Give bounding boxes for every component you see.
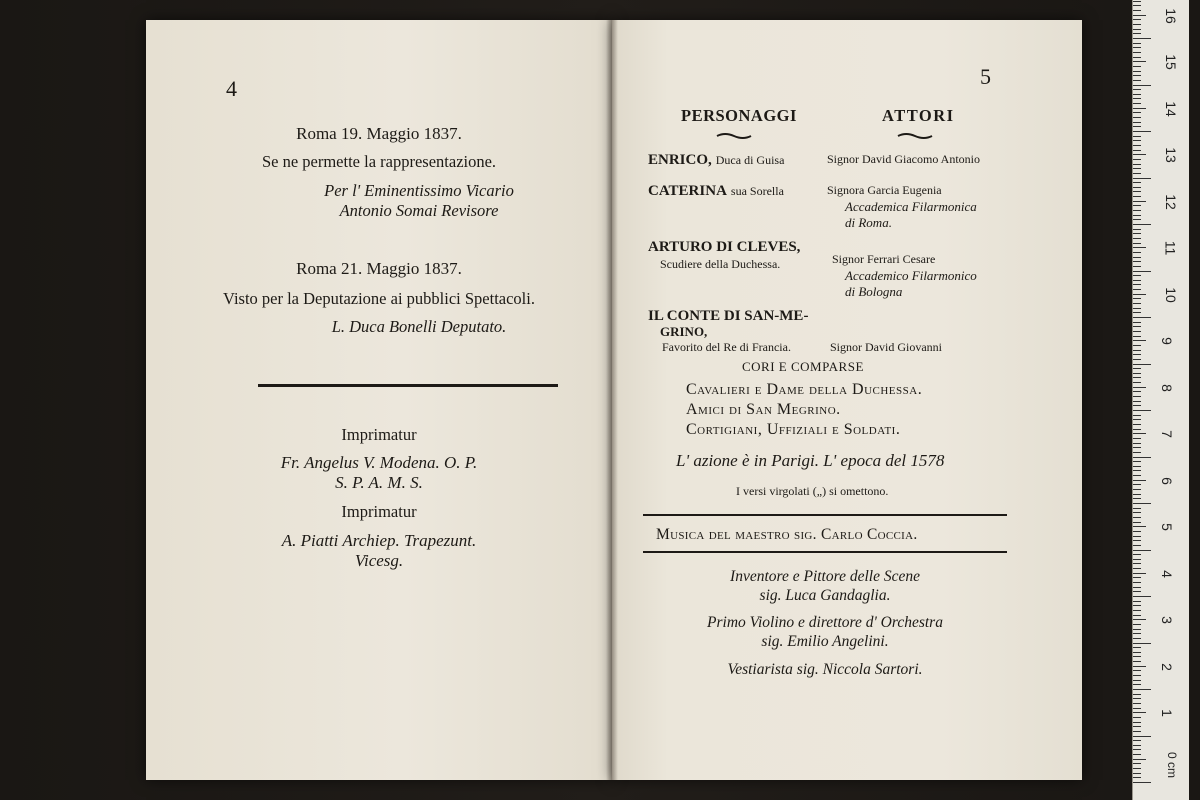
ruler-tick (1133, 610, 1141, 611)
ruler-tick (1133, 726, 1141, 727)
ruler-tick (1133, 405, 1141, 406)
ruler-tick (1133, 443, 1141, 444)
ruler-tick (1133, 224, 1151, 225)
ruler-tick (1133, 284, 1141, 285)
ruler-tick (1133, 777, 1141, 778)
ruler-unit-label: 0 cm (1165, 751, 1180, 779)
ruler-tick (1133, 666, 1146, 667)
ruler-tick (1133, 382, 1141, 383)
ruler-tick (1133, 280, 1141, 281)
ruler-tick (1133, 368, 1141, 369)
ruler-tick (1133, 182, 1141, 183)
imprimatur-1-heading: Imprimatur (341, 425, 417, 444)
ruler-tick (1133, 377, 1141, 378)
ruler-tick (1133, 712, 1146, 713)
character-name: ENRICO, (648, 152, 712, 168)
actor-affiliation-city: di Roma. (845, 215, 892, 230)
ruler-tick (1133, 703, 1141, 704)
ruler-tick (1133, 573, 1146, 574)
ruler-tick (1133, 336, 1141, 337)
credit-orchestra-name: sig. Emilio Angelini. (761, 633, 889, 650)
ruler-tick (1133, 531, 1141, 532)
imprimatur-2-heading: Imprimatur (341, 502, 417, 521)
ruler-tick (1133, 512, 1141, 513)
ruler-tick (1133, 461, 1141, 462)
measurement-ruler (1132, 0, 1189, 800)
page-number-right: 5 (980, 64, 991, 89)
ruler-tick (1133, 484, 1141, 485)
ruler-tick (1133, 89, 1141, 90)
ruler-number: 14 (1162, 101, 1179, 117)
ruler-number: 7 (1158, 430, 1175, 438)
approval-2-signer: L. Duca Bonelli Deputato. (331, 317, 507, 336)
ruler-tick (1133, 736, 1151, 737)
ruler-tick (1133, 154, 1146, 155)
chorus-line-2: Amici di San Megrino. (686, 401, 841, 418)
actor-name: Signor David Giacomo Antonio (827, 152, 980, 166)
ruler-tick (1133, 103, 1141, 104)
approval-1-signer-2: Antonio Somai Revisore (339, 201, 499, 220)
ruler-tick (1133, 233, 1141, 234)
ruler-tick (1133, 210, 1141, 211)
ruler-tick (1133, 164, 1141, 165)
ruler-tick (1133, 689, 1151, 690)
ruler-tick (1133, 5, 1141, 6)
header-personaggi: PERSONAGGI (681, 106, 797, 125)
character-role: Favorito del Re di Francia. (662, 340, 791, 354)
ruler-tick (1133, 438, 1141, 439)
ruler-tick (1133, 289, 1141, 290)
ruler-tick (1133, 624, 1141, 625)
ruler-tick (1133, 601, 1141, 602)
ruler-tick (1133, 680, 1141, 681)
ruler-tick (1133, 191, 1141, 192)
ruler-tick (1133, 661, 1141, 662)
ruler-tick (1133, 126, 1141, 127)
imprimatur-1-line1: Fr. Angelus V. Modena. O. P. (280, 453, 478, 472)
ruler-tick (1133, 71, 1141, 72)
verse-note: I versi virgolati („) si omettono. (736, 484, 889, 498)
credit-scenery-title: Inventore e Pittore delle Scene (730, 568, 920, 585)
imprimatur-2-line1: A. Piatti Archiep. Trapezunt. (281, 531, 477, 550)
ruler-tick (1133, 261, 1141, 262)
ruler-tick (1133, 219, 1141, 220)
approval-1-permission: Se ne permette la rappresentazione. (261, 152, 497, 171)
ruler-tick (1133, 66, 1141, 67)
ruler-tick (1133, 117, 1141, 118)
ruler-tick (1133, 480, 1146, 481)
ruler-tick (1133, 298, 1141, 299)
ruler-tick (1133, 10, 1141, 11)
divider-rule (258, 384, 558, 387)
ruler-tick (1133, 136, 1141, 137)
ruler-tick (1133, 257, 1141, 258)
ruler-number: 11 (1162, 240, 1179, 256)
book-gutter (606, 20, 618, 780)
ruler-tick (1133, 196, 1141, 197)
ruler-tick (1133, 15, 1146, 16)
ruler-tick (1133, 401, 1141, 402)
ruler-tick (1133, 694, 1141, 695)
ruler-tick (1133, 75, 1141, 76)
cast-entry-enrico (648, 151, 784, 169)
ruler-tick (1133, 494, 1141, 495)
imprimatur-1-line2: S. P. A. M. S. (335, 473, 423, 492)
ruler-tick (1133, 587, 1141, 588)
ruler-tick (1133, 466, 1141, 467)
ruler-tick (1133, 173, 1141, 174)
actor-affiliation: Accademico Filarmonico (845, 268, 977, 283)
right-page (612, 20, 1082, 780)
ruler-tick (1133, 591, 1141, 592)
ruler-tick (1133, 1, 1141, 2)
credit-orchestra-title: Primo Violino e direttore d' Orchestra (707, 614, 943, 631)
ruler-tick (1133, 252, 1141, 253)
ruler-tick (1133, 359, 1141, 360)
ruler-tick (1133, 554, 1141, 555)
ruler-tick (1133, 540, 1141, 541)
actor-affiliation-city: di Bologna (845, 284, 903, 299)
ruler-tick (1133, 563, 1141, 564)
ruler-tick (1133, 452, 1141, 453)
chorus-line-1: Cavalieri e Dame della Duchessa. (686, 381, 923, 398)
ruler-tick (1133, 52, 1141, 53)
ruler-tick (1133, 205, 1141, 206)
ruler-tick (1133, 247, 1146, 248)
ornament-swash-left (716, 132, 752, 140)
ruler-number: 3 (1158, 616, 1175, 624)
chorus-heading: CORI E COMPARSE (742, 359, 864, 374)
ruler-tick (1133, 749, 1141, 750)
ruler-tick (1133, 433, 1146, 434)
ruler-tick (1133, 508, 1141, 509)
ruler-tick (1133, 498, 1141, 499)
ruler-tick (1133, 98, 1141, 99)
ruler-tick (1133, 740, 1141, 741)
ruler-tick (1133, 387, 1146, 388)
ruler-tick (1133, 312, 1141, 313)
ruler-tick (1133, 717, 1141, 718)
ruler-number: 1 (1158, 709, 1175, 717)
ruler-tick (1133, 340, 1146, 341)
ruler-tick (1133, 526, 1146, 527)
ruler-tick (1133, 629, 1141, 630)
ornament-swash-right (897, 132, 933, 140)
page-number-left: 4 (226, 76, 237, 101)
ruler-tick (1133, 187, 1141, 188)
character-name: CATERINA (648, 183, 727, 199)
ruler-tick (1133, 447, 1141, 448)
ruler-number: 4 (1158, 570, 1175, 578)
ruler-tick (1133, 308, 1141, 309)
ruler-tick (1133, 633, 1141, 634)
ruler-tick (1133, 122, 1141, 123)
ruler-tick (1133, 229, 1141, 230)
ruler-tick (1133, 559, 1141, 560)
ruler-tick (1133, 596, 1151, 597)
ruler-tick (1133, 354, 1141, 355)
actor-affiliation: Accademica Filarmonica (845, 199, 977, 214)
ruler-tick (1133, 322, 1141, 323)
ruler-tick (1133, 43, 1141, 44)
ruler-tick (1133, 364, 1151, 365)
ruler-tick (1133, 419, 1141, 420)
chorus-line-3: Cortigiani, Uffiziali e Soldati. (686, 421, 901, 438)
ruler-tick (1133, 429, 1141, 430)
ruler-tick (1133, 619, 1146, 620)
ruler-tick (1133, 201, 1146, 202)
ruler-tick (1133, 331, 1141, 332)
ruler-tick (1133, 350, 1141, 351)
ruler-tick (1133, 670, 1141, 671)
ruler-tick (1133, 168, 1141, 169)
ruler-tick (1133, 605, 1141, 606)
ruler-tick (1133, 731, 1141, 732)
ruler-number: 5 (1158, 523, 1175, 531)
credit-scenery-name: sig. Luca Gandaglia. (759, 587, 891, 604)
ruler-tick (1133, 652, 1141, 653)
actor-name: Signora Garcia Eugenia (827, 183, 942, 197)
character-role: Duca di Guisa (715, 153, 785, 167)
ruler-tick (1133, 782, 1151, 783)
ruler-tick (1133, 615, 1141, 616)
ruler-tick (1133, 271, 1151, 272)
ruler-tick (1133, 768, 1141, 769)
approval-1-date: Roma 19. Maggio 1837. (296, 124, 462, 143)
ruler-tick (1133, 522, 1141, 523)
ruler-tick (1133, 317, 1151, 318)
ruler-tick (1133, 656, 1141, 657)
ruler-tick (1133, 326, 1141, 327)
header-attori: ATTORI (882, 106, 955, 125)
ruler-tick (1133, 643, 1151, 644)
ruler-tick (1133, 38, 1151, 39)
character-role: Scudiere della Duchessa. (660, 257, 781, 271)
ruler-tick (1133, 391, 1141, 392)
ruler-tick (1133, 24, 1141, 25)
ruler-tick (1133, 470, 1141, 471)
ruler-tick (1133, 708, 1141, 709)
ruler-tick (1133, 410, 1151, 411)
ruler-tick (1133, 568, 1141, 569)
ruler-tick (1133, 647, 1141, 648)
ruler-tick (1133, 112, 1141, 113)
approval-2-date: Roma 21. Maggio 1837. (296, 259, 462, 278)
ruler-tick (1133, 94, 1141, 95)
approval-2-visto: Visto per la Deputazione ai pubblici Spettacoli. (223, 289, 535, 308)
ruler-tick (1133, 577, 1141, 578)
ruler-tick (1133, 773, 1141, 774)
ruler-tick (1133, 582, 1141, 583)
ruler-tick (1133, 722, 1141, 723)
credit-costumes: Vestiarista sig. Niccola Sartori. (727, 661, 923, 678)
ruler-tick (1133, 178, 1151, 179)
ruler-tick (1133, 131, 1151, 132)
ruler-tick (1133, 29, 1141, 30)
ruler-tick (1133, 457, 1151, 458)
ruler-tick (1133, 754, 1141, 755)
ruler-tick (1133, 536, 1141, 537)
ruler-tick (1133, 698, 1141, 699)
ruler-tick (1133, 85, 1151, 86)
ruler-tick (1133, 19, 1141, 20)
ruler-tick (1133, 150, 1141, 151)
character-name: IL CONTE DI SAN-ME- (648, 308, 809, 324)
ruler-tick (1133, 108, 1146, 109)
character-role: sua Sorella (730, 184, 784, 198)
ruler-number: 12 (1162, 194, 1179, 210)
ruler-number: 16 (1162, 8, 1179, 24)
ruler-tick (1133, 303, 1141, 304)
ruler-tick (1133, 638, 1141, 639)
ruler-tick (1133, 745, 1141, 746)
ruler-tick (1133, 373, 1141, 374)
ruler-tick (1133, 61, 1146, 62)
actor-name: Signor Ferrari Cesare (832, 252, 936, 266)
ruler-tick (1133, 763, 1141, 764)
ruler-tick (1133, 424, 1141, 425)
ruler-tick (1133, 33, 1141, 34)
setting-line: L' azione è in Parigi. L' epoca del 1578 (676, 451, 945, 470)
ruler-tick (1133, 275, 1141, 276)
music-rule-top (643, 514, 1007, 516)
music-rule-bottom (643, 551, 1007, 553)
ruler-tick (1133, 759, 1146, 760)
imprimatur-2-line2: Vicesg. (354, 551, 404, 570)
ruler-number: 8 (1158, 384, 1175, 392)
ruler-number: 10 (1162, 287, 1179, 303)
ruler-tick (1133, 684, 1141, 685)
ruler-number: 9 (1158, 337, 1175, 345)
ruler-tick (1133, 57, 1141, 58)
ruler-tick (1133, 294, 1146, 295)
ruler-tick (1133, 345, 1141, 346)
ruler-tick (1133, 489, 1141, 490)
ruler-number: 13 (1162, 147, 1179, 163)
ruler-tick (1133, 415, 1141, 416)
ruler-number: 2 (1158, 663, 1175, 671)
ruler-tick (1133, 396, 1141, 397)
ruler-tick (1133, 517, 1141, 518)
ruler-tick (1133, 159, 1141, 160)
ruler-tick (1133, 475, 1141, 476)
ruler-tick (1133, 243, 1141, 244)
ruler-tick (1133, 145, 1141, 146)
character-name: ARTURO DI CLEVES, (648, 239, 801, 255)
character-name-cont: GRINO, (660, 324, 708, 339)
ruler-number: 15 (1162, 54, 1179, 70)
ruler-tick (1133, 503, 1151, 504)
left-page (146, 20, 612, 780)
ruler-tick (1133, 675, 1141, 676)
ruler-tick (1133, 215, 1141, 216)
ruler-tick (1133, 550, 1151, 551)
ruler-tick (1133, 80, 1141, 81)
ruler-number: 6 (1158, 477, 1175, 485)
ruler-tick (1133, 238, 1141, 239)
ruler-tick (1133, 140, 1141, 141)
ruler-tick (1133, 47, 1141, 48)
actor-name: Signor David Giovanni (830, 340, 942, 354)
approval-1-signer-1: Per l' Eminentissimo Vicario (324, 181, 514, 200)
music-credit: Musica del maestro sig. Carlo Coccia. (656, 526, 918, 543)
cast-entry-caterina (648, 182, 784, 200)
ruler-tick (1133, 266, 1141, 267)
ruler-tick (1133, 545, 1141, 546)
